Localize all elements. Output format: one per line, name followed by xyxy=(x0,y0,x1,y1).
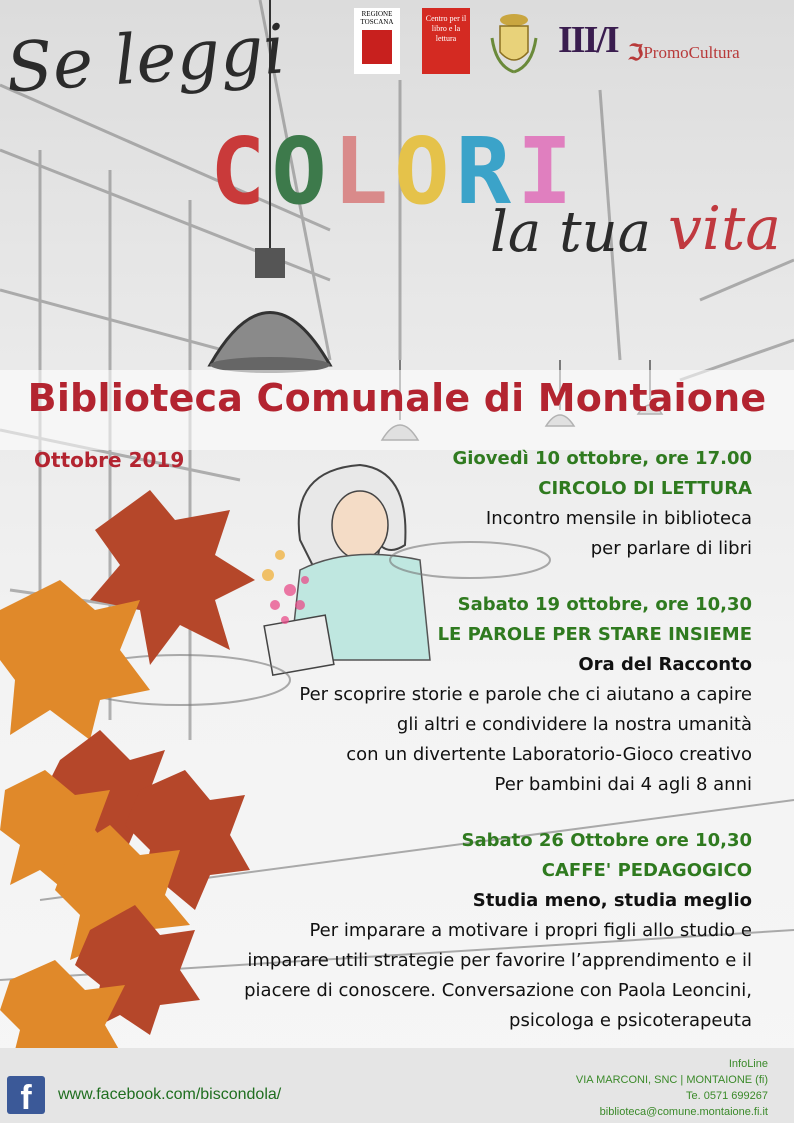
phone-text[interactable]: Te. 0571 699267 xyxy=(686,1090,768,1102)
event-description-line: con un divertente Laboratorio-Gioco creativo xyxy=(346,744,752,765)
event-title: LE PAROLE PER STARE INSIEME xyxy=(437,624,752,645)
colori-letter: I xyxy=(516,118,579,225)
promocultura-mark-icon: ℑ xyxy=(628,40,644,65)
regione-toscana-logo xyxy=(354,8,400,74)
colori-letter: R xyxy=(455,118,517,225)
address-text: VIA MARCONI, SNC | MONTAIONE (fi) xyxy=(575,1074,768,1086)
event-date: Sabato 19 ottobre, ore 10,30 xyxy=(457,594,752,615)
colori-letter: O xyxy=(271,118,333,225)
event-date: Giovedì 10 ottobre, ore 17.00 xyxy=(452,448,752,469)
event-description-line: Per imparare a motivare i propri figli allo studio e xyxy=(309,920,752,941)
event-subtitle: Ora del Racconto xyxy=(578,654,752,675)
pegasus-icon xyxy=(362,30,392,64)
colori-letter: L xyxy=(332,118,395,225)
promocultura-logo xyxy=(628,40,740,66)
month-label: Ottobre 2019 xyxy=(34,448,185,472)
script-la-tua: la tua xyxy=(490,200,652,265)
events-list xyxy=(152,444,752,1062)
event-description-line: Per bambini dai 4 agli 8 anni xyxy=(494,774,752,795)
event-date: Sabato 26 Ottobre ore 10,30 xyxy=(461,830,752,851)
event-description-line: per parlare di libri xyxy=(590,538,752,559)
event-description-line: imparare utili strategie per favorire l’apprendimento e il xyxy=(247,950,752,971)
facebook-icon[interactable]: f xyxy=(7,1076,45,1114)
partner-logos xyxy=(340,8,780,82)
event-description-line: Per scoprire storie e parole che ci aiutano a capire xyxy=(299,684,752,705)
promocultura-text: PromoCultura xyxy=(643,43,740,62)
event-item xyxy=(152,444,752,564)
event-description-line: gli altri e condividere la nostra umanità xyxy=(396,714,752,735)
contact-info xyxy=(576,1056,768,1120)
colori-letter: C xyxy=(210,118,272,225)
colori-letter: O xyxy=(394,118,456,225)
event-description-line: piacere di conoscere. Conversazione con Paola Leoncini, xyxy=(244,980,752,1001)
script-vita: vita xyxy=(668,194,781,264)
regione-toscana-text: REGIONE TOSCANA xyxy=(360,10,394,26)
event-subtitle: Studia meno, studia meglio xyxy=(472,890,752,911)
infoline-label: InfoLine xyxy=(728,1058,768,1070)
page-title: Biblioteca Comunale di Montaione xyxy=(27,376,767,420)
event-item xyxy=(152,590,752,800)
facebook-link[interactable]: www.facebook.com/biscondola/ xyxy=(58,1086,282,1103)
email-text[interactable]: biblioteca@comune.montaione.fi.it xyxy=(599,1106,768,1118)
event-description-line: Incontro mensile in biblioteca xyxy=(485,508,752,529)
event-title: CIRCOLO DI LETTURA xyxy=(538,478,752,499)
event-title: CAFFE' PEDAGOGICO xyxy=(541,860,752,881)
centro-libro-text: Centro per il libro e la lettura xyxy=(425,14,467,43)
event-item xyxy=(152,826,752,1036)
comune-crest-logo xyxy=(488,8,540,78)
script-se-leggi: Se leggi xyxy=(3,10,288,109)
centro-libro-logo xyxy=(422,8,470,74)
crest-icon xyxy=(488,8,540,78)
event-description-line: psicologa e psicoterapeuta xyxy=(509,1010,752,1031)
lf-mark-logo: III/I xyxy=(558,19,618,61)
